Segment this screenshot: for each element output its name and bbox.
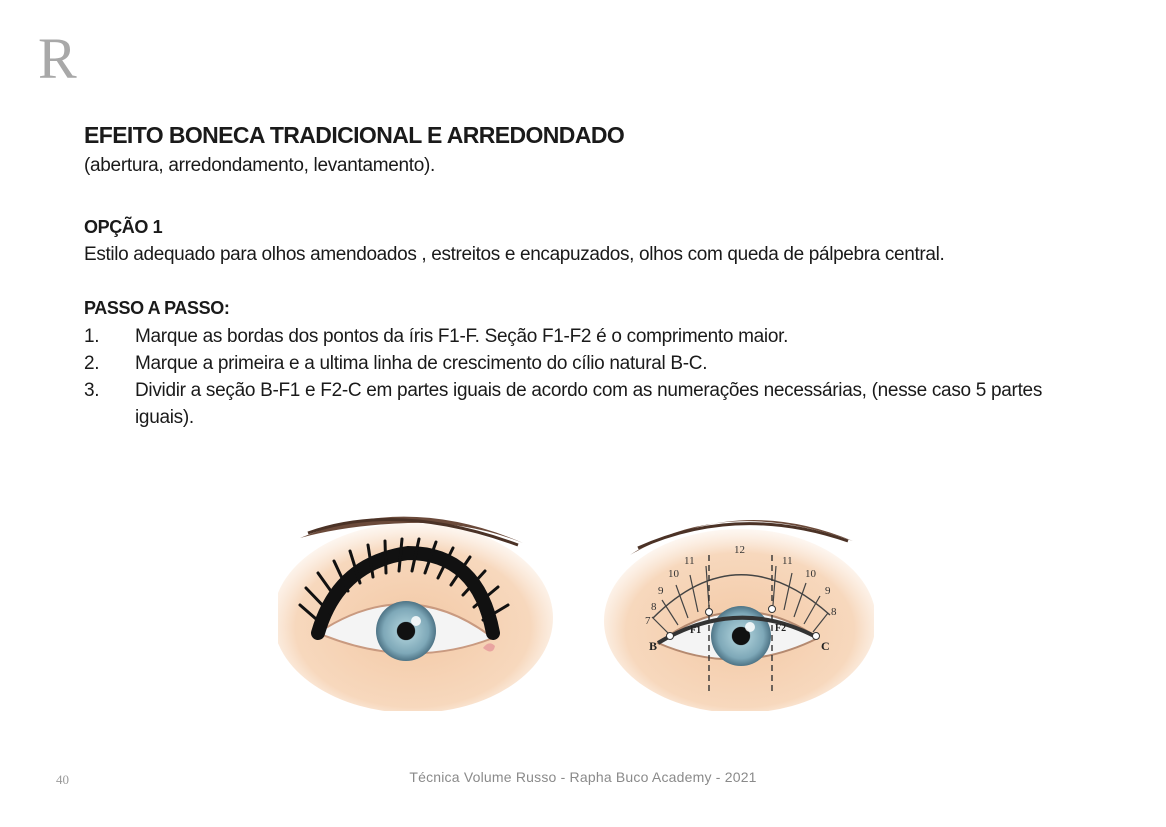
eye-mapping-diagram: [604, 520, 874, 711]
page-number: 40: [56, 772, 69, 787]
step-item: [84, 377, 1104, 431]
brand-logo: [38, 28, 88, 84]
option-heading: OPÇÃO 1: [84, 217, 163, 237]
map-number: 9: [825, 585, 831, 597]
point-label-f2: F2: [775, 623, 787, 634]
step-text: Marque as bordas dos pontos da íris F1-F. Seção F1-F2 é o comprimento maior.: [135, 326, 789, 347]
page-footer: Técnica Volume Russo - Rapha Buco Academy - 2021: [409, 769, 757, 785]
eye-illustrations: [278, 493, 874, 711]
steps-heading: PASSO A PASSO:: [84, 298, 230, 318]
point-label-f1: F1: [690, 625, 702, 636]
option-description: Estilo adequado para olhos amendoados , estreitos e encapuzados, olhos com queda de pálpebra central.: [84, 244, 945, 265]
map-number: 12: [734, 544, 745, 556]
point-label-b: B: [649, 639, 658, 653]
step-number: 1.: [84, 326, 100, 347]
point-label-c: C: [821, 639, 830, 653]
steps-list: [84, 323, 1104, 431]
map-number: 11: [684, 555, 695, 567]
page-title: EFEITO BONECA TRADICIONAL E ARREDONDADO: [84, 122, 625, 148]
map-number: 9: [658, 585, 664, 597]
eye-result-illustration: [278, 517, 553, 711]
step-text: Marque a primeira e a ultima linha de crescimento do cílio natural B-C.: [135, 353, 708, 374]
map-number: 8: [651, 601, 657, 613]
step-item: [84, 323, 1104, 350]
step-number: 3.: [84, 380, 100, 401]
step-number: 2.: [84, 353, 100, 374]
map-number: 11: [782, 555, 793, 567]
map-number: 7: [645, 615, 651, 627]
step-text: Dividir a seção B-F1 e F2-C em partes iguais de acordo com as numerações necessárias, (nesse caso 5 partes iguais).: [135, 380, 1043, 428]
step-item: [84, 350, 1104, 377]
map-number: 10: [805, 568, 816, 580]
map-number: 8: [831, 606, 837, 618]
map-number: 10: [668, 568, 679, 580]
page-subtitle: (abertura, arredondamento, levantamento).: [84, 155, 436, 176]
logo-letter: R: [38, 28, 77, 84]
